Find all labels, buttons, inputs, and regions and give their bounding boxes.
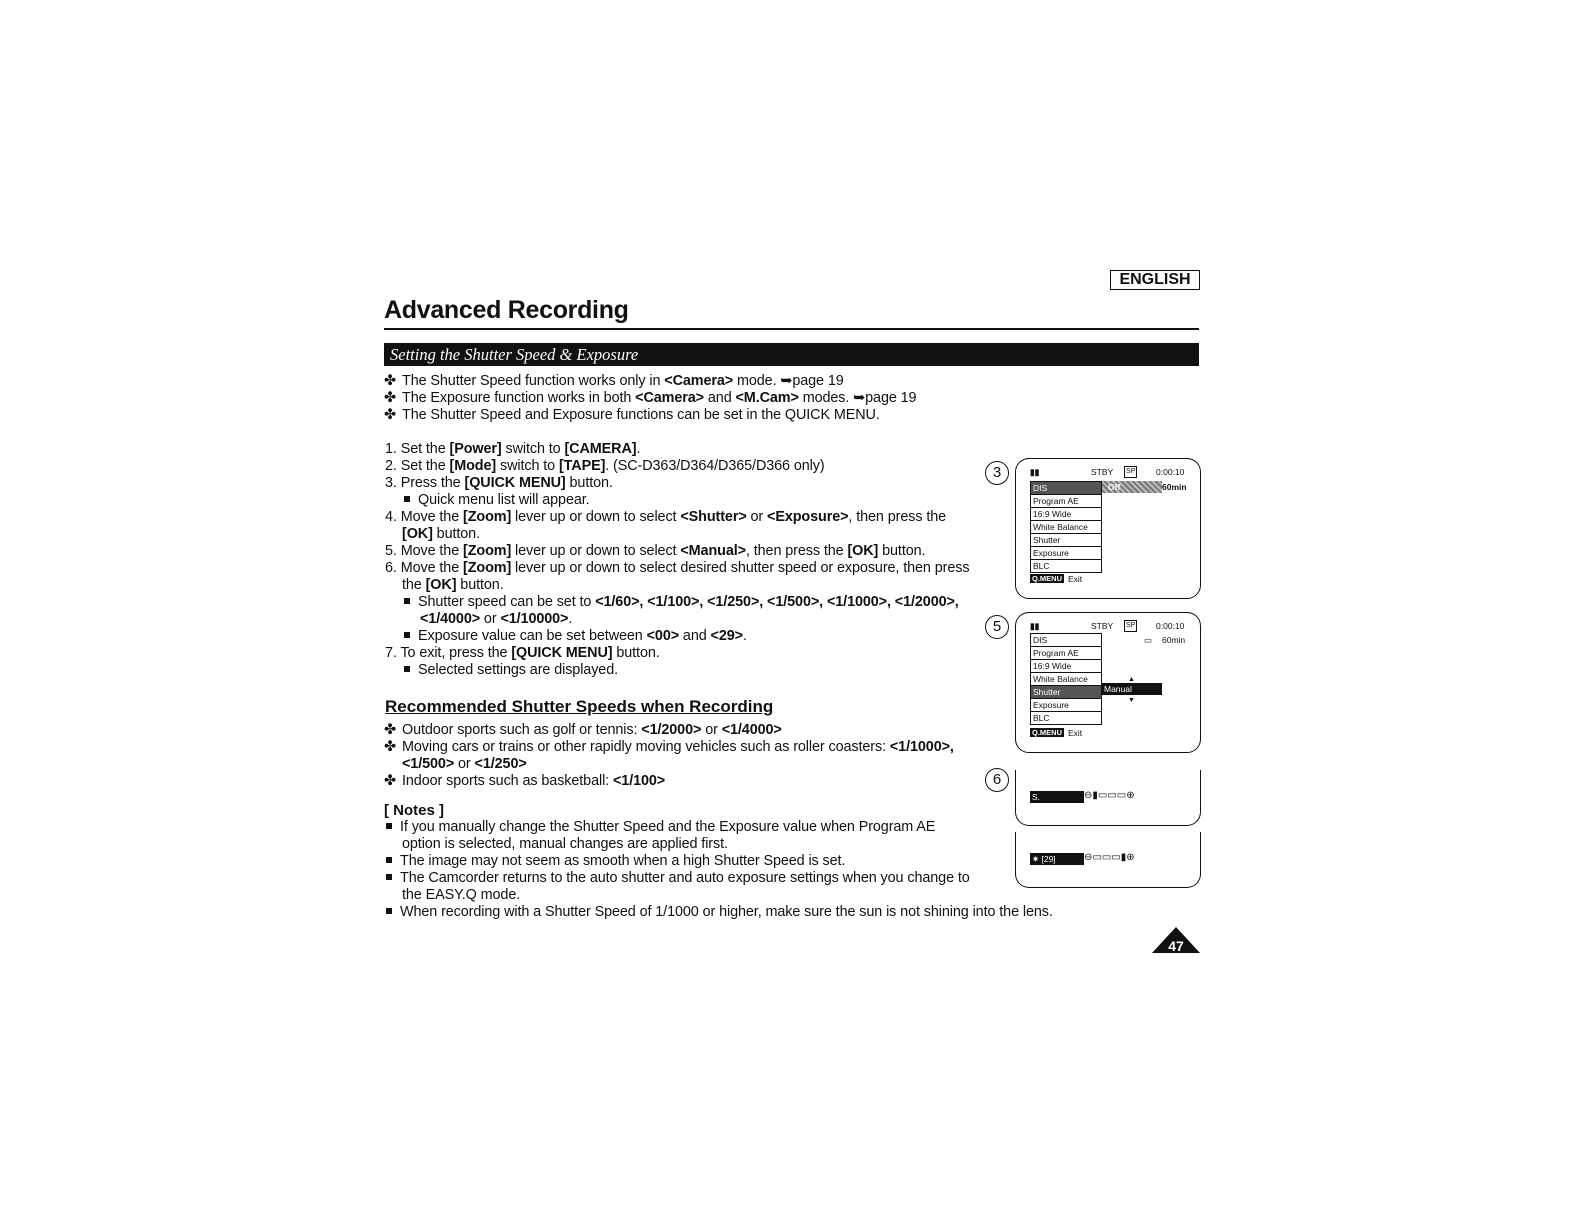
clover-icon: ✤ [384,739,396,755]
section-title: Setting the Shutter Speed & Exposure [390,345,639,364]
menu-item-shutter: Shutter [1031,534,1101,547]
recommended-heading: Recommended Shutter Speeds when Recording [385,697,774,716]
menu-item-program-ae: Program AE [1031,647,1101,660]
down-arrow-icon: ▼ [1128,697,1135,704]
step-4: 4. Move the [Zoom] lever up or down to select <Shutter> or <Exposure>, then press the [385,509,947,525]
menu-item-exposure: Exposure [1031,547,1101,560]
step-6-shutter-note: Shutter speed can be set to <1/60>, <1/100>, <1/250>, <1/500>, <1/1000>, <1/2000>, [402,594,959,611]
off-option: Off [1108,482,1121,492]
step-3-note: Quick menu list will appear. [402,492,590,509]
tape-icon: ▭ [1144,635,1153,645]
menu-item-white-balance: White Balance [1031,673,1101,686]
square-bullet-icon [386,874,392,880]
step-6-shutter-note-cont: <1/4000> or <1/10000>. [420,611,573,627]
exposure-slider: ⊖▭▭▭▮⊕ [1084,852,1135,863]
square-bullet-icon [404,598,410,604]
section-banner [384,343,1199,366]
note-item: The image may not seem as smooth when a high Shutter Speed is set. [384,853,845,870]
exposure-bar-label: ✷ [29] [1030,853,1084,865]
recommended-item: ✤ Moving cars or trains or other rapidly moving vehicles such as roller coasters: <1/1000>, [384,739,954,755]
sp-badge: SP [1124,620,1137,632]
clover-icon: ✤ [384,407,396,423]
menu-item-blc: BLC [1033,561,1050,571]
recommended-item: ✤ Indoor sports such as basketball: <1/100> [384,773,666,789]
exposure-icon: ✷ [1032,854,1042,864]
language-label: ENGLISH [1110,270,1200,290]
clover-icon: ✤ [384,722,396,738]
shutter-bar-label: S. [1030,791,1084,803]
menu-item-dis: DIS [1031,482,1101,495]
square-bullet-icon [404,496,410,502]
battery-icon: ▮▮ [1030,467,1040,477]
recommended-item: ✤ Outdoor sports such as golf or tennis: <1/2000> or <1/4000> [384,722,782,738]
intro-item: ✤ The Shutter Speed and Exposure functions can be set in the QUICK MENU. [384,407,880,423]
page-title: Advanced Recording [384,296,629,324]
step-6-cont: the [OK] button. [402,577,504,593]
step-4-cont: [OK] button. [402,526,480,542]
step-2: 2. Set the [Mode] switch to [TAPE]. (SC-D363/D364/D365/D366 only) [385,458,825,474]
lcd-screen-step-3 [1015,458,1201,599]
stby-label: STBY [1091,467,1114,477]
menu-item-exposure: Exposure [1031,699,1101,712]
qmenu-badge: Q.MENU [1032,574,1062,583]
page-number: 47 [1168,938,1184,954]
menu-item-program-ae: Program AE [1031,495,1101,508]
remaining-time: 60min [1162,482,1187,492]
intro-item: ✤ The Exposure function works in both <Camera> and <M.Cam> modes. ➥page 19 [384,390,917,406]
step-6-callout: 6 [985,768,1009,792]
menu-item-white-balance: White Balance [1031,521,1101,534]
square-bullet-icon [386,908,392,914]
step-5: 5. Move the [Zoom] lever up or down to select <Manual>, then press the [OK] button. [385,543,926,559]
step-7-note: Selected settings are displayed. [402,662,618,679]
step-5-callout: 5 [985,615,1009,639]
step-3-callout: 3 [985,461,1009,485]
square-bullet-icon [404,666,410,672]
note-item-cont: the EASY.Q mode. [402,887,521,903]
timecode: 0:00:10 [1156,621,1185,631]
note-item: The Camcorder returns to the auto shutter and auto exposure settings when you change to [384,870,970,887]
timecode: 0:00:10 [1156,467,1185,477]
step-7: 7. To exit, press the [QUICK MENU] button. [385,645,660,661]
title-divider [384,328,1199,330]
menu-item-16-9-wide: 16:9 Wide [1031,660,1101,673]
up-arrow-icon: ▲ [1128,676,1135,683]
step-1: 1. Set the [Power] switch to [CAMERA]. [385,441,641,457]
note-item: When recording with a Shutter Speed of 1/1000 or higher, make sure the sun is not shining into the lens. [384,904,1053,921]
lcd-screen-exposure [1015,832,1201,888]
square-bullet-icon [386,823,392,829]
sp-badge: SP [1124,466,1137,478]
note-item: If you manually change the Shutter Speed and the Exposure value when Program AE [384,819,935,836]
menu-item-dis: DIS [1031,634,1101,647]
manual-option: Manual [1102,683,1162,695]
quick-menu-list [1030,481,1102,573]
square-bullet-icon [386,857,392,863]
battery-icon: ▮▮ [1030,621,1040,631]
intro-item: ✤ The Shutter Speed function works only in <Camera> mode. ➥page 19 [384,373,844,389]
clover-icon: ✤ [384,773,396,789]
exit-label: Exit [1068,574,1083,584]
clover-icon: ✤ [384,373,396,389]
shutter-slider: ⊖▮▭▭▭⊕ [1084,790,1135,801]
menu-item-shutter: Shutter [1031,686,1101,699]
clover-icon: ✤ [384,390,396,406]
exit-label: Exit [1068,728,1083,738]
remaining-time: 60min [1162,635,1186,645]
lcd-screen-step-5 [1015,612,1201,753]
step-6: 6. Move the [Zoom] lever up or down to select desired shutter speed or exposure, then press [385,560,970,576]
menu-item-16-9-wide: 16:9 Wide [1031,508,1101,521]
qmenu-badge: Q.MENU [1032,728,1062,737]
recommended-item-cont: <1/500> or <1/250> [402,756,527,772]
lcd-screen-shutter [1015,770,1201,826]
square-bullet-icon [404,632,410,638]
note-item-cont: option is selected, manual changes are applied first. [402,836,728,852]
step-3: 3. Press the [QUICK MENU] button. [385,475,613,491]
menu-item-blc: BLC [1033,713,1050,723]
stby-label: STBY [1091,621,1114,631]
step-6-exposure-note: Exposure value can be set between <00> and <29>. [402,628,747,645]
notes-heading: [ Notes ] [384,802,444,819]
quick-menu-list [1030,633,1102,725]
